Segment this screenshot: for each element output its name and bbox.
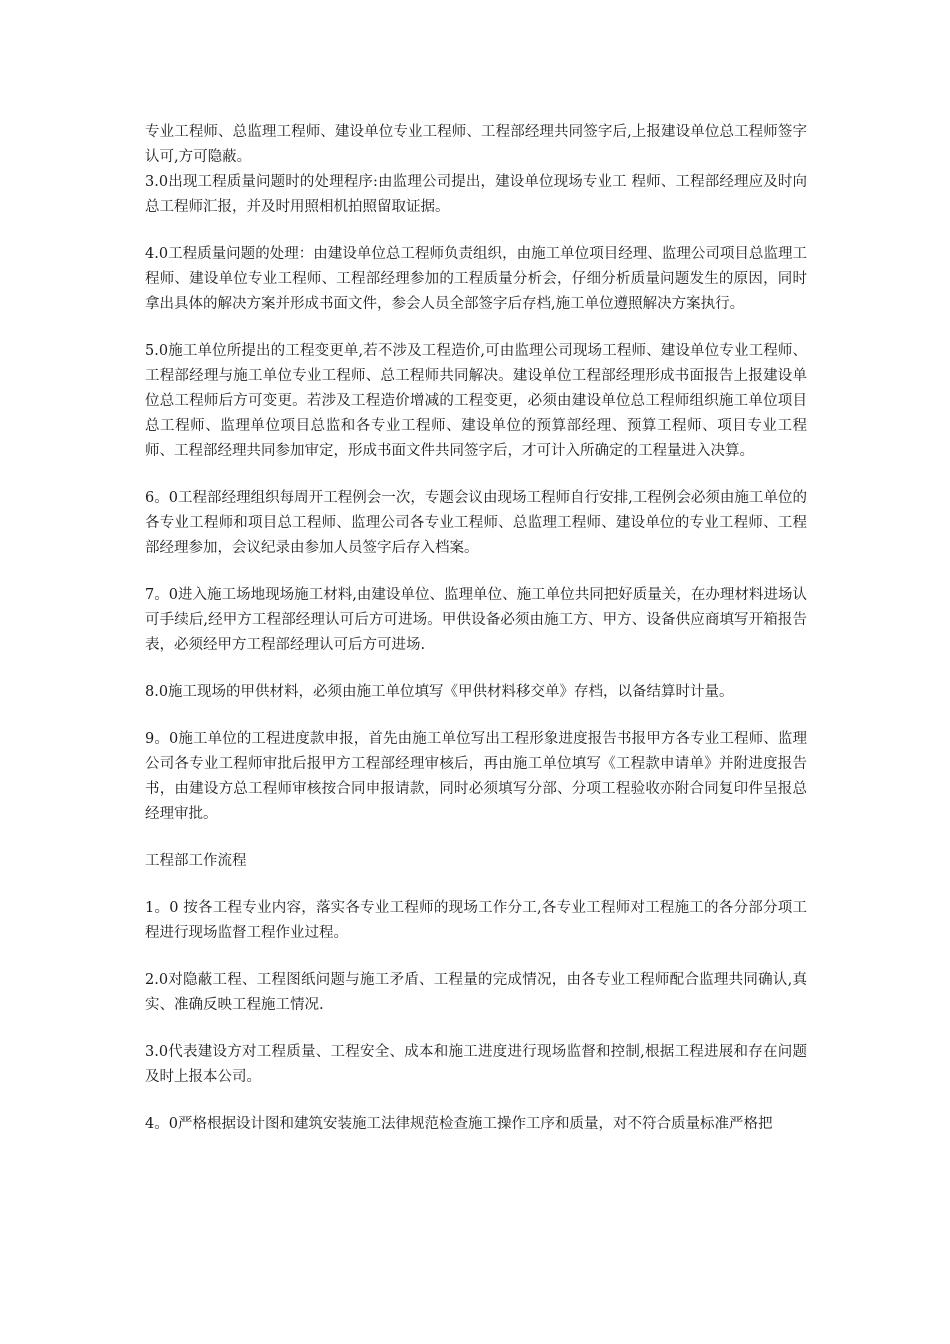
paragraph-5: 6。0工程部经理组织每周开工程例会一次，专题会议由现场工程师自行安排,工程例会必须由施工单位的各专业工程师和项目总工程师、监理公司各专业工程师、总监理工程师、建设单位的专业工程师、工程部经理参加，会议纪录由参加人员签字后存入档案。 [145,490,807,556]
section-heading: 工程部工作流程 [145,853,247,869]
paragraph-3: 4.0工程质量问题的处理：由建设单位总工程师负责组织，由施工单位项目经理、监理公司项目总监理工程师、建设单位专业工程师、工程部经理参加的工程质量分析会，仔细分析质量问题发生的原因，同时拿出具体的解决方案并形成书面文件，参会人员全部签字后存档,施工单位遵照解决方案执行。 [145,246,807,312]
paragraph-1: 专业工程师、总监理工程师、建设单位专业工程师、工程部经理共同签字后,上报建设单位总工程师签字认可,方可隐蔽。 [145,124,807,165]
paragraph-9: 1。0 按各工程专业内容，落实各专业工程师的现场工作分工,各专业工程师对工程施工的各分部分项工程进行现场监督工程作业过程。 [145,900,807,941]
paragraph-7: 8.0施工现场的甲供材料，必须由施工单位填写《甲供材料移交单》存档，以备结算时计量。 [145,684,734,700]
paragraph-11: 3.0代表建设方对工程质量、工程安全、成本和施工进度进行现场监督和控制,根据工程进展和存在问题及时上报本公司。 [145,1044,807,1085]
document-body [145,120,807,1159]
paragraph-8: 9。0施工单位的工程进度款申报，首先由施工单位写出工程形象进度报告书报甲方各专业工程师、监理公司各专业工程师审批后报甲方工程部经理审核后，再由施工单位填写《工程款申请单》并附进度报告书，由建设方总工程师审核按合同申报请款，同时必须填写分部、分项工程验收亦附合同复印件呈报总经理审批。 [145,731,807,822]
paragraph-12: 4。0严格根据设计图和建筑安装施工法律规范检查施工操作工序和质量，对不符合质量标准严格把 [145,1116,773,1132]
paragraph-2: 3.0出现工程质量问题时的处理程序:由监理公司提出，建设单位现场专业工 程师、工程部经理应及时向总工程师汇报，并及时用照相机拍照留取证据。 [145,174,807,215]
paragraph-4: 5.0施工单位所提出的工程变更单,若不涉及工程造价,可由监理公司现场工程师、建设单位专业工程师、工程部经理与施工单位专业工程师、总工程师共同解决。建设单位工程部经理形成书面报告上报建设单位总工程师后方可变更。若涉及工程造价增减的工程变更，必须由建设单位总工程师组织施工单位项目总工程师、监理单位项目总监和各专业工程师、建设单位的预算部经理、预算工程师、项目专业工程师、工程部经理共同参加审定，形成书面文件共同签字后，才可计入所确定的工程量进入决算。 [145,343,807,459]
paragraph-6: 7。0进入施工场地现场施工材料,由建设单位、监理单位、施工单位共同把好质量关，在办理材料进场认可手续后,经甲方工程部经理认可后方可进场。甲供设备必须由施工方、甲方、设备供应商填写开箱报告表，必须经甲方工程部经理认可后方可进场. [145,587,807,653]
paragraph-10: 2.0对隐蔽工程、工程图纸问题与施工矛盾、工程量的完成情况，由各专业工程师配合监理共同确认,真实、准确反映工程施工情况. [145,972,807,1013]
